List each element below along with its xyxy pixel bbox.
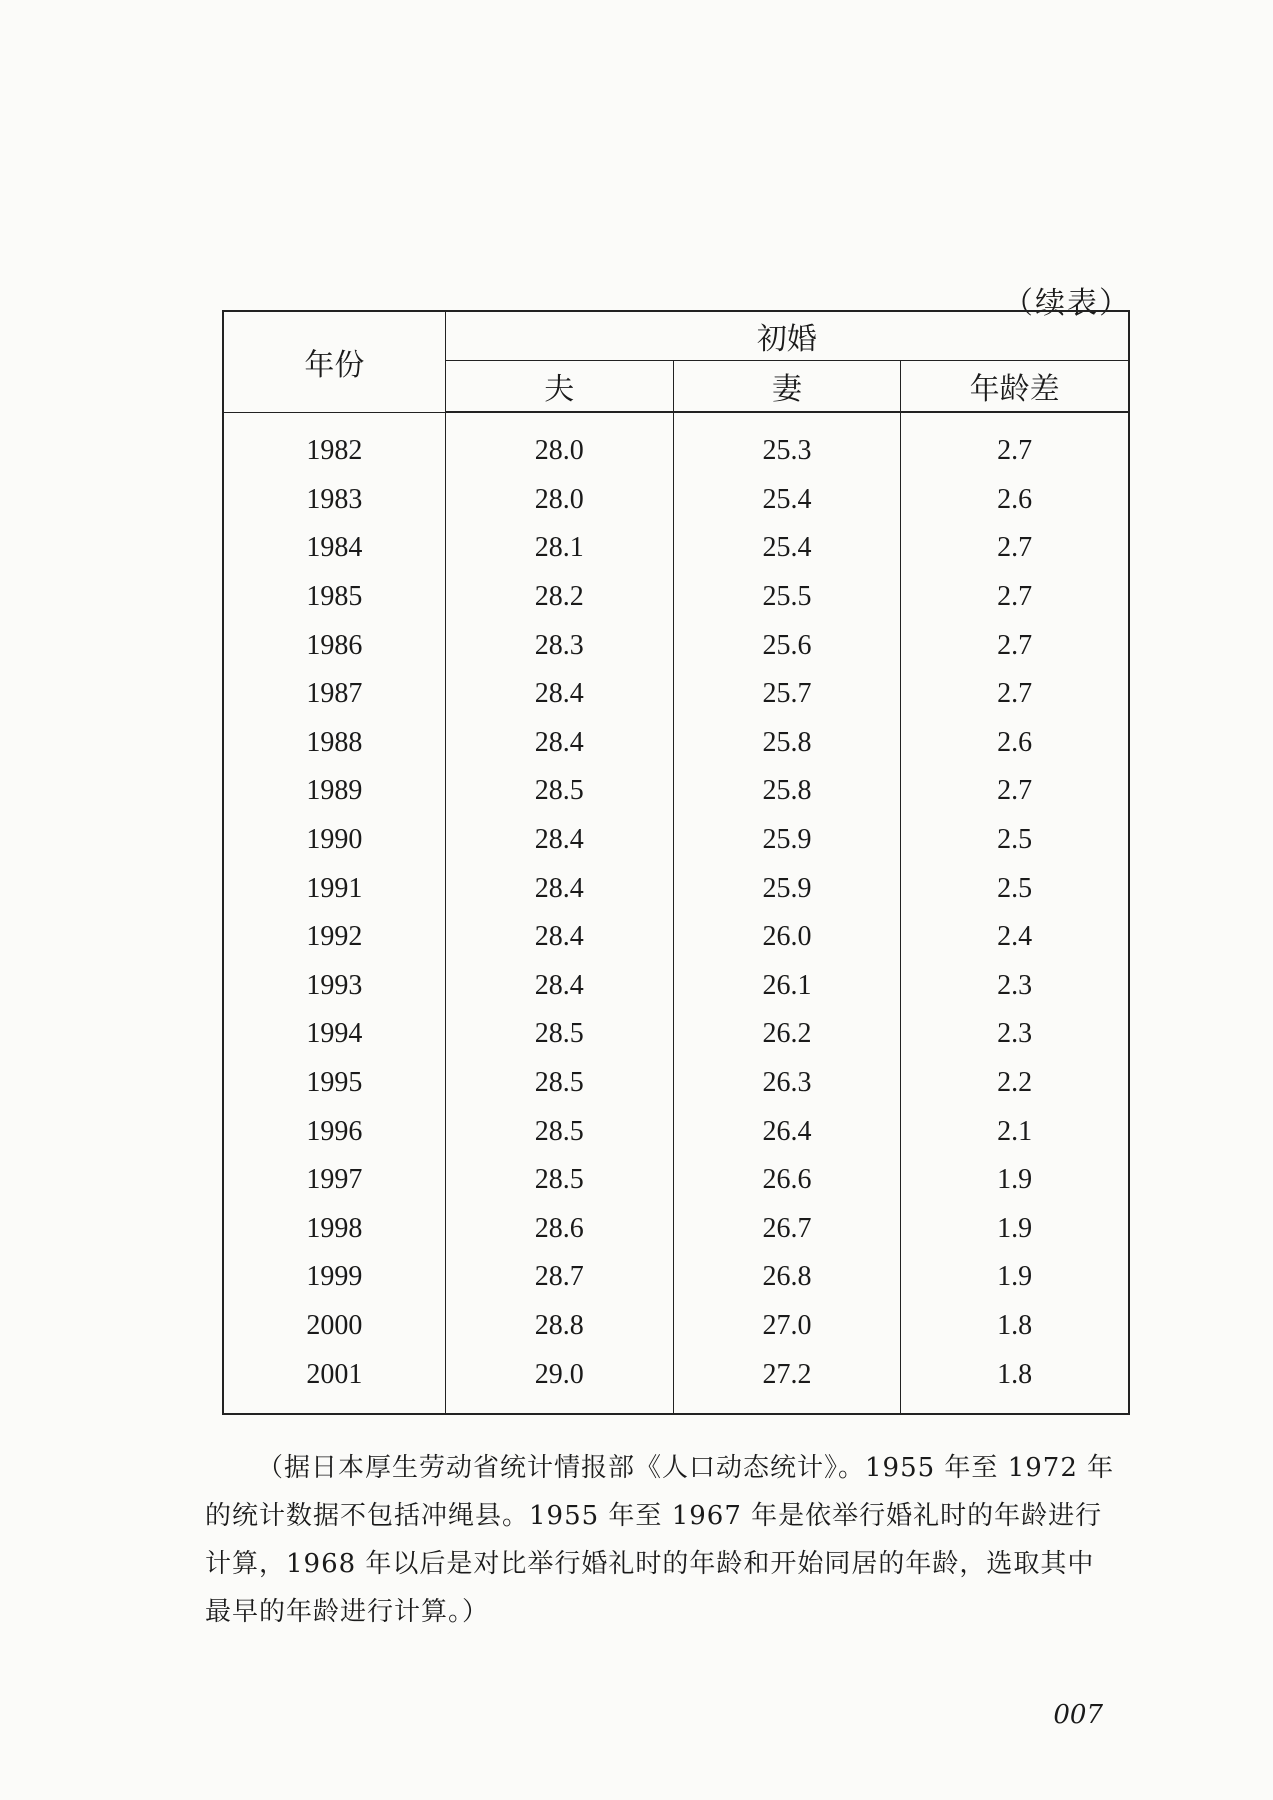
marriage-age-table — [222, 310, 1130, 1415]
cell-age-gap: 2.5 — [901, 864, 1129, 913]
cell-wife: 27.0 — [673, 1302, 901, 1351]
cell-husband: 28.4 — [445, 816, 673, 865]
cell-husband: 28.1 — [445, 524, 673, 573]
cell-age-gap: 2.6 — [901, 476, 1129, 525]
cell-wife: 26.4 — [673, 1107, 901, 1156]
header-year: 年份 — [223, 311, 445, 412]
cell-age-gap: 2.2 — [901, 1059, 1129, 1108]
cell-husband: 28.7 — [445, 1253, 673, 1302]
cell-year: 1999 — [223, 1253, 445, 1302]
cell-year: 1998 — [223, 1205, 445, 1254]
cell-husband: 28.5 — [445, 1156, 673, 1205]
cell-age-gap: 2.1 — [901, 1107, 1129, 1156]
cell-age-gap: 2.7 — [901, 573, 1129, 622]
cell-age-gap: 2.7 — [901, 412, 1129, 476]
cell-year: 1988 — [223, 719, 445, 768]
cell-husband: 28.6 — [445, 1205, 673, 1254]
cell-wife: 26.3 — [673, 1059, 901, 1108]
cell-husband: 28.4 — [445, 670, 673, 719]
cell-husband: 28.5 — [445, 1107, 673, 1156]
cell-wife: 26.6 — [673, 1156, 901, 1205]
table-row — [223, 1156, 1129, 1205]
cell-husband: 28.4 — [445, 864, 673, 913]
table-row — [223, 1107, 1129, 1156]
cell-wife: 27.2 — [673, 1350, 901, 1414]
header-age-gap: 年龄差 — [901, 361, 1129, 413]
table-row — [223, 1302, 1129, 1351]
table-row — [223, 816, 1129, 865]
cell-wife: 25.6 — [673, 621, 901, 670]
table-row — [223, 1350, 1129, 1414]
table-row — [223, 621, 1129, 670]
cell-husband: 28.0 — [445, 476, 673, 525]
cell-age-gap: 2.7 — [901, 621, 1129, 670]
table-row — [223, 1059, 1129, 1108]
table-body — [223, 412, 1129, 1414]
page-number: 007 — [1053, 1700, 1103, 1730]
cell-wife: 25.7 — [673, 670, 901, 719]
cell-year: 1982 — [223, 412, 445, 476]
table-row — [223, 412, 1129, 476]
cell-year: 2000 — [223, 1302, 445, 1351]
header-husband: 夫 — [445, 361, 673, 413]
cell-wife: 25.8 — [673, 719, 901, 768]
table-row — [223, 1253, 1129, 1302]
cell-age-gap: 2.4 — [901, 913, 1129, 962]
cell-husband: 28.2 — [445, 573, 673, 622]
cell-age-gap: 2.3 — [901, 1010, 1129, 1059]
continued-label: （续表） — [1003, 286, 1131, 321]
table-row — [223, 719, 1129, 768]
cell-year: 1991 — [223, 864, 445, 913]
cell-year: 1990 — [223, 816, 445, 865]
cell-wife: 25.9 — [673, 864, 901, 913]
table-row — [223, 1010, 1129, 1059]
cell-husband: 28.5 — [445, 1059, 673, 1108]
header-wife: 妻 — [673, 361, 901, 413]
cell-wife: 25.3 — [673, 412, 901, 476]
cell-wife: 26.2 — [673, 1010, 901, 1059]
header-first-marriage: 初婚 — [445, 311, 1129, 361]
cell-husband: 28.8 — [445, 1302, 673, 1351]
cell-wife: 26.8 — [673, 1253, 901, 1302]
table-row — [223, 573, 1129, 622]
cell-wife: 25.5 — [673, 573, 901, 622]
table-row — [223, 1205, 1129, 1254]
cell-year: 1984 — [223, 524, 445, 573]
cell-age-gap: 2.7 — [901, 524, 1129, 573]
cell-age-gap: 2.7 — [901, 767, 1129, 816]
cell-year: 2001 — [223, 1350, 445, 1414]
cell-husband: 28.5 — [445, 767, 673, 816]
cell-wife: 25.4 — [673, 524, 901, 573]
cell-year: 1987 — [223, 670, 445, 719]
cell-age-gap: 2.6 — [901, 719, 1129, 768]
cell-husband: 28.3 — [445, 621, 673, 670]
cell-wife: 26.0 — [673, 913, 901, 962]
cell-husband: 28.4 — [445, 962, 673, 1011]
cell-age-gap: 1.9 — [901, 1156, 1129, 1205]
table-row — [223, 476, 1129, 525]
cell-age-gap: 2.5 — [901, 816, 1129, 865]
cell-age-gap: 2.3 — [901, 962, 1129, 1011]
table-row — [223, 524, 1129, 573]
cell-year: 1993 — [223, 962, 445, 1011]
cell-year: 1992 — [223, 913, 445, 962]
table-footnote: （据日本厚生劳动省统计情报部《人口动态统计》。1955 年至 1972 年的统计数据不包括冲绳县。1955 年至 1967 年是依举行婚礼时的年龄进行计算，1968 年以后是对比举行婚礼时的年龄和开始同居的年龄，选取其中最早的年龄进行计算。） — [205, 1453, 1115, 1627]
cell-year: 1996 — [223, 1107, 445, 1156]
cell-husband: 29.0 — [445, 1350, 673, 1414]
cell-wife: 26.1 — [673, 962, 901, 1011]
cell-year: 1986 — [223, 621, 445, 670]
cell-wife: 25.4 — [673, 476, 901, 525]
table-row — [223, 670, 1129, 719]
cell-year: 1994 — [223, 1010, 445, 1059]
cell-age-gap: 1.9 — [901, 1205, 1129, 1254]
cell-wife: 26.7 — [673, 1205, 901, 1254]
cell-year: 1983 — [223, 476, 445, 525]
cell-wife: 25.8 — [673, 767, 901, 816]
cell-year: 1995 — [223, 1059, 445, 1108]
cell-year: 1989 — [223, 767, 445, 816]
cell-husband: 28.4 — [445, 719, 673, 768]
cell-age-gap: 2.7 — [901, 670, 1129, 719]
table-row — [223, 913, 1129, 962]
cell-year: 1997 — [223, 1156, 445, 1205]
cell-age-gap: 1.8 — [901, 1302, 1129, 1351]
table-row — [223, 864, 1129, 913]
cell-age-gap: 1.9 — [901, 1253, 1129, 1302]
cell-husband: 28.5 — [445, 1010, 673, 1059]
cell-husband: 28.0 — [445, 412, 673, 476]
cell-age-gap: 1.8 — [901, 1350, 1129, 1414]
table-row — [223, 962, 1129, 1011]
table-row — [223, 767, 1129, 816]
cell-year: 1985 — [223, 573, 445, 622]
cell-wife: 25.9 — [673, 816, 901, 865]
cell-husband: 28.4 — [445, 913, 673, 962]
